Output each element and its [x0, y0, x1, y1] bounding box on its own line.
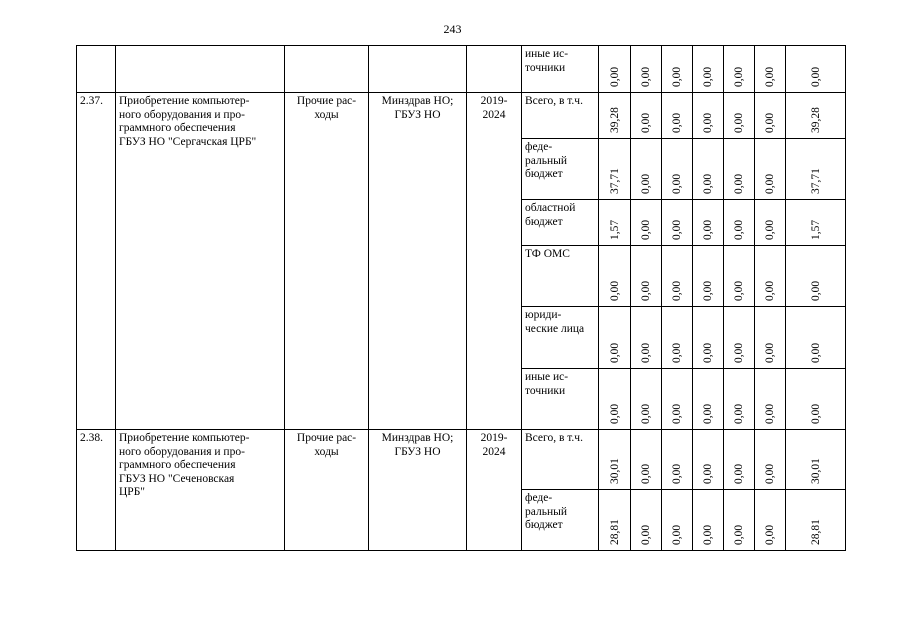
executor [369, 93, 467, 430]
value-year-2023 [755, 307, 786, 369]
value-year-2020 [662, 46, 693, 93]
value-year-2019 [631, 93, 662, 139]
period [467, 46, 522, 93]
value-text: 0,00 [640, 280, 652, 301]
value-text: 0,00 [640, 66, 652, 87]
executor-text: Минздрав НО; ГБУЗ НО [381, 432, 454, 458]
value-year-2019 [631, 307, 662, 369]
funding-source-text: областной бюджет [525, 202, 576, 228]
item-name-text: Приобретение компьютер- ного оборудования и про- граммного обеспечения ГБУЗ НО "Сергачская ЦРБ" [119, 95, 257, 148]
item-number-text: 2.37. [80, 95, 103, 107]
funding-source [522, 490, 599, 551]
period-text: 2019- 2024 [480, 95, 508, 121]
value-year-2020 [662, 430, 693, 490]
item-name [116, 93, 285, 430]
value-year-2022 [724, 246, 755, 307]
value-text: 0,00 [640, 219, 652, 240]
value-text: 0,00 [733, 173, 745, 194]
value-text: 0,00 [764, 342, 776, 363]
table-row [77, 46, 846, 93]
value-text: 30,01 [608, 458, 621, 484]
cost-type [285, 430, 369, 551]
value-text: 0,00 [733, 342, 745, 363]
value-year-2019 [631, 490, 662, 551]
executor-text: Минздрав НО; ГБУЗ НО [381, 95, 454, 121]
period-text: 2019- 2024 [480, 432, 508, 458]
value-total [599, 307, 631, 369]
value-total [599, 490, 631, 551]
funding-source [522, 139, 599, 200]
value-text: 0,00 [608, 403, 621, 424]
value-year-2021 [693, 430, 724, 490]
item-name [116, 430, 285, 551]
value-year-2023 [755, 93, 786, 139]
value-year-2019 [631, 430, 662, 490]
value-year-2022 [724, 307, 755, 369]
value-text: 0,00 [733, 66, 745, 87]
value-text: 0,00 [671, 524, 683, 545]
value-text: 0,00 [640, 173, 652, 194]
page-number: 243 [443, 22, 462, 36]
value-year-2023 [755, 369, 786, 430]
value-text: 0,00 [671, 112, 683, 133]
funding-source-text: ТФ ОМС [525, 248, 570, 260]
value-year-2019 [631, 46, 662, 93]
value-year-2022 [724, 430, 755, 490]
value-text: 0,00 [764, 463, 776, 484]
value-text: 0,00 [733, 463, 745, 484]
value-text: 0,00 [809, 403, 822, 424]
funding-source-text: иные ис- точники [525, 48, 569, 74]
funding-source-text: феде- ральный бюджет [525, 492, 567, 531]
value-text: 0,00 [733, 112, 745, 133]
value-text: 0,00 [702, 280, 714, 301]
value-year-2020 [662, 307, 693, 369]
value-year-2023 [755, 430, 786, 490]
value-text: 0,00 [671, 403, 683, 424]
item-number [77, 93, 116, 430]
value-text: 0,00 [640, 112, 652, 133]
value-text: 0,00 [702, 403, 714, 424]
value-year-2021 [693, 369, 724, 430]
value-text: 0,00 [809, 66, 822, 87]
funding-source-text: иные ис- точники [525, 371, 569, 397]
value-text: 0,00 [671, 66, 683, 87]
cost-type-text: Прочие рас- ходы [296, 95, 357, 121]
value-year-2023 [755, 200, 786, 246]
value-year-2023 [755, 246, 786, 307]
item-number-text: 2.38. [80, 432, 103, 444]
value-year-2024 [786, 307, 846, 369]
value-year-2022 [724, 200, 755, 246]
value-year-2019 [631, 200, 662, 246]
value-year-2022 [724, 139, 755, 200]
executor [369, 46, 467, 93]
value-text: 0,00 [764, 112, 776, 133]
value-text: 0,00 [671, 219, 683, 240]
value-year-2024 [786, 369, 846, 430]
value-text: 0,00 [702, 219, 714, 240]
funding-source [522, 46, 599, 93]
value-text: 0,00 [671, 342, 683, 363]
value-year-2023 [755, 490, 786, 551]
value-text: 39,28 [608, 107, 621, 133]
value-text: 0,00 [764, 280, 776, 301]
value-year-2022 [724, 93, 755, 139]
value-text: 0,00 [608, 280, 621, 301]
funding-source-text: Всего, в т.ч. [525, 95, 583, 107]
value-text: 1,57 [608, 219, 621, 240]
period [467, 430, 522, 551]
value-total [599, 200, 631, 246]
funding-source-text: феде- ральный бюджет [525, 141, 567, 180]
value-year-2020 [662, 139, 693, 200]
table-row [77, 93, 846, 139]
value-year-2021 [693, 490, 724, 551]
value-year-2022 [724, 46, 755, 93]
executor [369, 430, 467, 551]
value-year-2024 [786, 246, 846, 307]
value-text: 0,00 [640, 463, 652, 484]
value-text: 0,00 [809, 342, 822, 363]
item-number [77, 46, 116, 93]
value-text: 0,00 [733, 219, 745, 240]
value-text: 0,00 [702, 342, 714, 363]
value-total [599, 139, 631, 200]
value-text: 28,81 [608, 519, 621, 545]
value-year-2020 [662, 246, 693, 307]
value-year-2022 [724, 369, 755, 430]
value-text: 0,00 [702, 173, 714, 194]
value-text: 0,00 [809, 280, 822, 301]
value-year-2024 [786, 490, 846, 551]
value-total [599, 369, 631, 430]
value-year-2024 [786, 139, 846, 200]
value-text: 30,01 [809, 458, 822, 484]
value-year-2022 [724, 490, 755, 551]
item-number [77, 430, 116, 551]
value-text: 1,57 [809, 219, 822, 240]
value-text: 0,00 [733, 280, 745, 301]
funding-source [522, 93, 599, 139]
period [467, 93, 522, 430]
value-year-2021 [693, 139, 724, 200]
value-text: 0,00 [702, 66, 714, 87]
value-text: 0,00 [640, 524, 652, 545]
value-text: 0,00 [702, 524, 714, 545]
value-year-2019 [631, 246, 662, 307]
value-year-2021 [693, 307, 724, 369]
value-text: 0,00 [702, 112, 714, 133]
value-text: 28,81 [809, 519, 822, 545]
item-name [116, 46, 285, 93]
funding-source-text: Всего, в т.ч. [525, 432, 583, 444]
value-text: 0,00 [764, 173, 776, 194]
value-year-2023 [755, 46, 786, 93]
cost-type [285, 93, 369, 430]
value-text: 0,00 [764, 66, 776, 87]
value-text: 0,00 [764, 524, 776, 545]
value-text: 0,00 [640, 403, 652, 424]
program-table [76, 45, 846, 551]
value-year-2024 [786, 430, 846, 490]
value-year-2021 [693, 246, 724, 307]
item-name-text: Приобретение компьютер- ного оборудования и про- граммного обеспечения ГБУЗ НО "Сеченовская ЦРБ" [119, 432, 250, 498]
value-text: 0,00 [702, 463, 714, 484]
value-year-2021 [693, 93, 724, 139]
value-text: 0,00 [733, 524, 745, 545]
value-text: 0,00 [640, 342, 652, 363]
value-text: 0,00 [608, 342, 621, 363]
value-year-2020 [662, 200, 693, 246]
value-year-2024 [786, 93, 846, 139]
funding-source [522, 430, 599, 490]
value-year-2024 [786, 200, 846, 246]
value-year-2023 [755, 139, 786, 200]
value-year-2021 [693, 200, 724, 246]
value-text: 37,71 [809, 168, 822, 194]
value-text: 0,00 [764, 403, 776, 424]
value-text: 0,00 [671, 173, 683, 194]
value-year-2019 [631, 139, 662, 200]
cost-type-text: Прочие рас- ходы [296, 432, 357, 458]
value-total [599, 93, 631, 139]
funding-source [522, 369, 599, 430]
value-year-2021 [693, 46, 724, 93]
value-text: 0,00 [671, 280, 683, 301]
value-text: 0,00 [733, 403, 745, 424]
funding-source [522, 200, 599, 246]
funding-source [522, 307, 599, 369]
funding-source-text: юриди- ческие лица [525, 309, 585, 335]
value-text: 39,28 [809, 107, 822, 133]
value-text: 37,71 [608, 168, 621, 194]
cost-type [285, 46, 369, 93]
value-total [599, 46, 631, 93]
value-text: 0,00 [764, 219, 776, 240]
value-year-2024 [786, 46, 846, 93]
value-year-2020 [662, 490, 693, 551]
funding-source [522, 246, 599, 307]
value-text: 0,00 [671, 463, 683, 484]
value-year-2020 [662, 93, 693, 139]
value-total [599, 430, 631, 490]
value-total [599, 246, 631, 307]
value-text: 0,00 [608, 66, 621, 87]
value-year-2019 [631, 369, 662, 430]
value-year-2020 [662, 369, 693, 430]
table-row [77, 430, 846, 490]
